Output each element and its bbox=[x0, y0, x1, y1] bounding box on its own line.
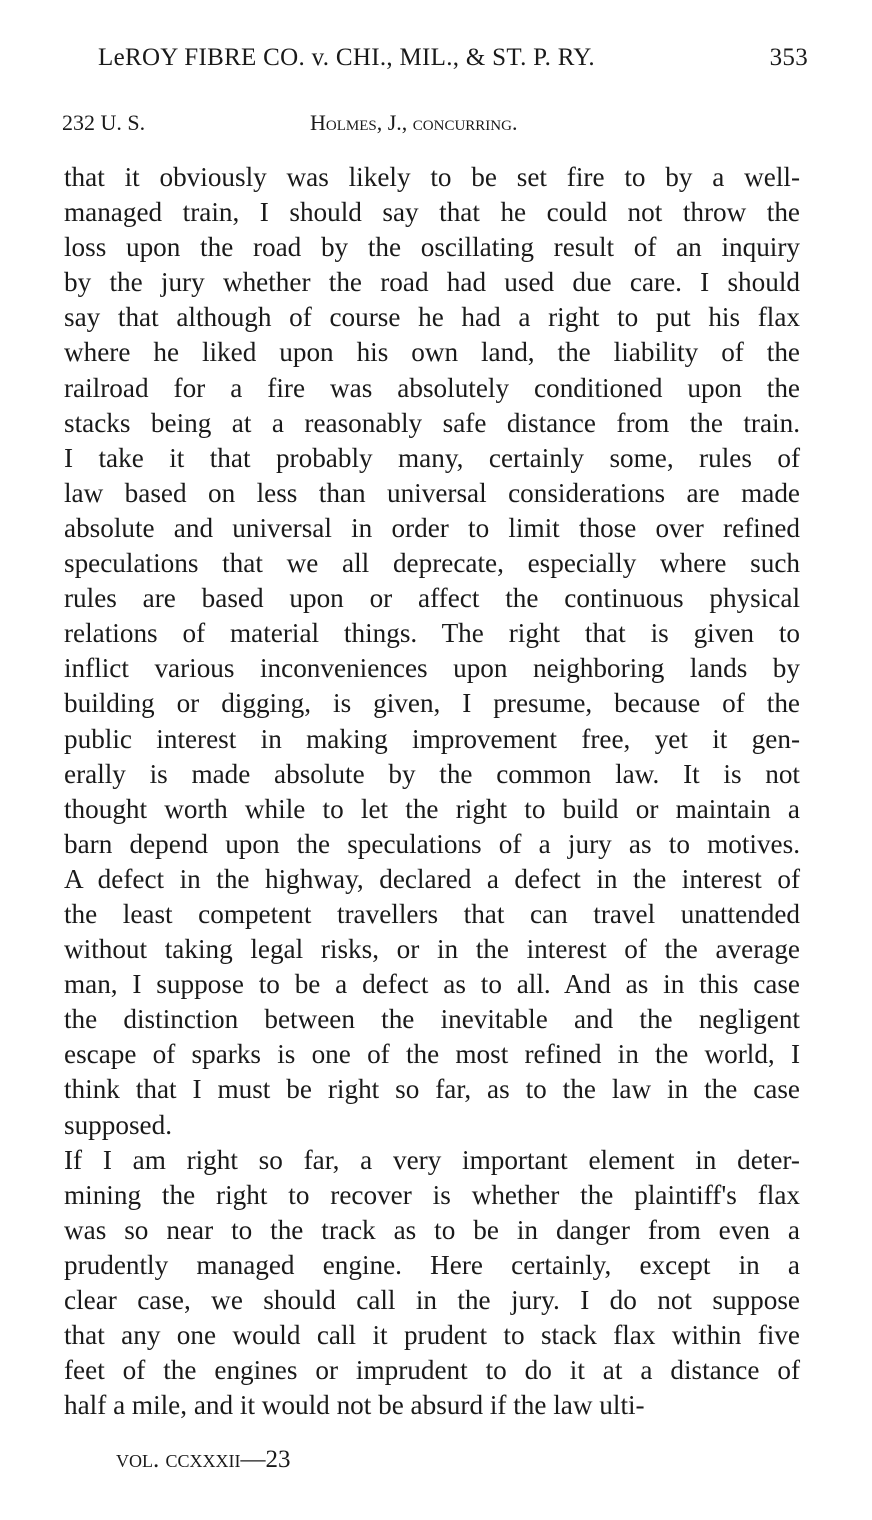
text-line: half a mile, and it would not be absurd if the law ulti- bbox=[64, 1390, 645, 1421]
text-line: where he liked upon his own land, the liability of the bbox=[64, 337, 800, 368]
text-line: the distinction between the inevitable and the negligent bbox=[64, 1004, 800, 1035]
text-line: the least competent travellers that can travel unattended bbox=[64, 898, 800, 929]
text-line: without taking legal risks, or in the interest of the average bbox=[64, 934, 800, 965]
text-line: man, I suppose to be a defect as to all. And as in this case bbox=[64, 969, 800, 1000]
text-line: If I am right so far, a very important element in deter- bbox=[64, 1144, 800, 1175]
text-line: feet of the engines or imprudent to do it at a distance of bbox=[64, 1355, 800, 1386]
text-line: building or digging, is given, I presume, because of the bbox=[64, 688, 800, 719]
page-number: 353 bbox=[769, 44, 808, 71]
volume-signature-text: vol. ccxxxii—23 bbox=[116, 1446, 291, 1473]
text-line: barn depend upon the speculations of a jury as to motives. bbox=[64, 828, 800, 859]
text-line: public interest in making improvement free, yet it gen- bbox=[64, 723, 800, 754]
text-line: stacks being at a reasonably safe distance from the train. bbox=[64, 407, 800, 438]
text-line: erally is made absolute by the common law. It is not bbox=[64, 758, 800, 789]
justice-note: Holmes, J., concurring. bbox=[310, 110, 518, 135]
text-line: supposed. bbox=[64, 1109, 172, 1140]
text-line: A defect in the highway, declared a defect in the interest of bbox=[64, 863, 800, 894]
text-line: prudently managed engine. Here certainly, except in a bbox=[64, 1249, 800, 1280]
text-line: escape of sparks is one of the most refined in the world, I bbox=[64, 1039, 800, 1070]
text-line: say that although of course he had a right to put his flax bbox=[64, 302, 800, 333]
text-line: think that I must be right so far, as to the law in the case bbox=[64, 1074, 800, 1105]
text-line: inflict various inconveniences upon neighboring lands by bbox=[64, 653, 800, 684]
text-line: was so near to the track as to be in danger from even a bbox=[64, 1214, 800, 1245]
running-title: LeROY FIBRE CO. v. CHI., MIL., & ST. P. RY. bbox=[98, 44, 595, 71]
text-line: clear case, we should call in the jury. I do not suppose bbox=[64, 1285, 800, 1315]
text-line: law based on less than universal considerations are made bbox=[64, 477, 800, 508]
paragraph bbox=[64, 1143, 800, 1424]
text-line: speculations that we all deprecate, especially where such bbox=[64, 548, 800, 579]
text-line: I take it that probably many, certainly some, rules of bbox=[64, 442, 800, 473]
text-line: relations of material things. The right that is given to bbox=[64, 618, 800, 649]
opinion-body bbox=[64, 160, 800, 1423]
paragraph bbox=[64, 160, 800, 1143]
text-line: that any one would call it prudent to stack flax within five bbox=[64, 1320, 800, 1351]
case-citation: 232 U. S. bbox=[62, 110, 146, 135]
text-line: railroad for a fire was absolutely conditioned upon the bbox=[64, 372, 800, 403]
text-line: loss upon the road by the oscillating result of an inquiry bbox=[64, 232, 800, 263]
text-line: thought worth while to let the right to build or maintain a bbox=[64, 793, 800, 824]
text-line: managed train, I should say that he could not throw the bbox=[64, 197, 800, 228]
volume-signature bbox=[116, 1446, 291, 1474]
text-line: rules are based upon or affect the continuous physical bbox=[64, 583, 800, 614]
text-line: mining the right to recover is whether the plaintiff's flax bbox=[64, 1179, 800, 1210]
text-line: by the jury whether the road had used due care. I should bbox=[64, 267, 800, 298]
text-line: absolute and universal in order to limit those over refined bbox=[64, 512, 800, 543]
text-line: that it obviously was likely to be set fire to by a well- bbox=[64, 162, 800, 192]
